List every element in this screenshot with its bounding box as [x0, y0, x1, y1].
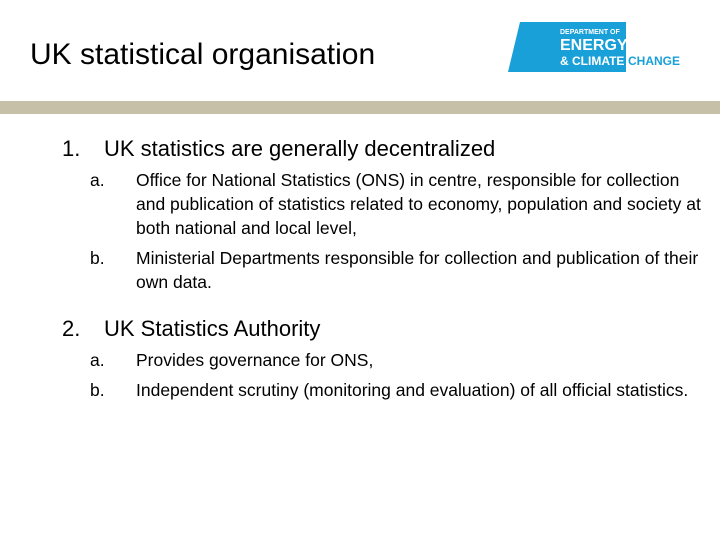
- sub-list: [90, 168, 702, 294]
- item-letter: a.: [90, 170, 105, 190]
- header-rule: [0, 101, 720, 114]
- section-heading-text: UK Statistics Authority: [104, 316, 321, 341]
- item-text: Provides governance for ONS,: [136, 350, 374, 370]
- item-text: Office for National Statistics (ONS) in centre, responsible for collection and publication of statistics related to economy, population and society at both national and local level,: [136, 170, 701, 238]
- sub-list: [90, 348, 702, 402]
- item-text: Ministerial Departments responsible for collection and publication of their own data.: [136, 248, 699, 292]
- list-item: [90, 246, 702, 294]
- slide-content: [62, 136, 702, 424]
- section-number: 2.: [62, 316, 81, 341]
- section-number: 1.: [62, 136, 81, 161]
- item-letter: b.: [90, 248, 105, 268]
- logo-line3a: & CLIMATE: [560, 54, 625, 68]
- section-heading-text: UK statistics are generally decentralized: [104, 136, 496, 161]
- item-text: Independent scrutiny (monitoring and evaluation) of all official statistics.: [136, 380, 689, 400]
- section-1: [62, 136, 702, 294]
- list-item: [90, 168, 702, 240]
- logo-line3b: CHANGE: [628, 54, 681, 68]
- section-heading: [62, 136, 702, 162]
- slide-title: UK statistical organisation: [30, 38, 376, 71]
- logo-line1: DEPARTMENT OF: [560, 29, 620, 36]
- item-letter: b.: [90, 380, 105, 400]
- decc-logo: [506, 20, 696, 74]
- item-letter: a.: [90, 350, 105, 370]
- logo-line2: ENERGY: [560, 37, 628, 54]
- list-item: [90, 378, 702, 402]
- section-heading: [62, 316, 702, 342]
- section-2: [62, 316, 702, 402]
- list-item: [90, 348, 702, 372]
